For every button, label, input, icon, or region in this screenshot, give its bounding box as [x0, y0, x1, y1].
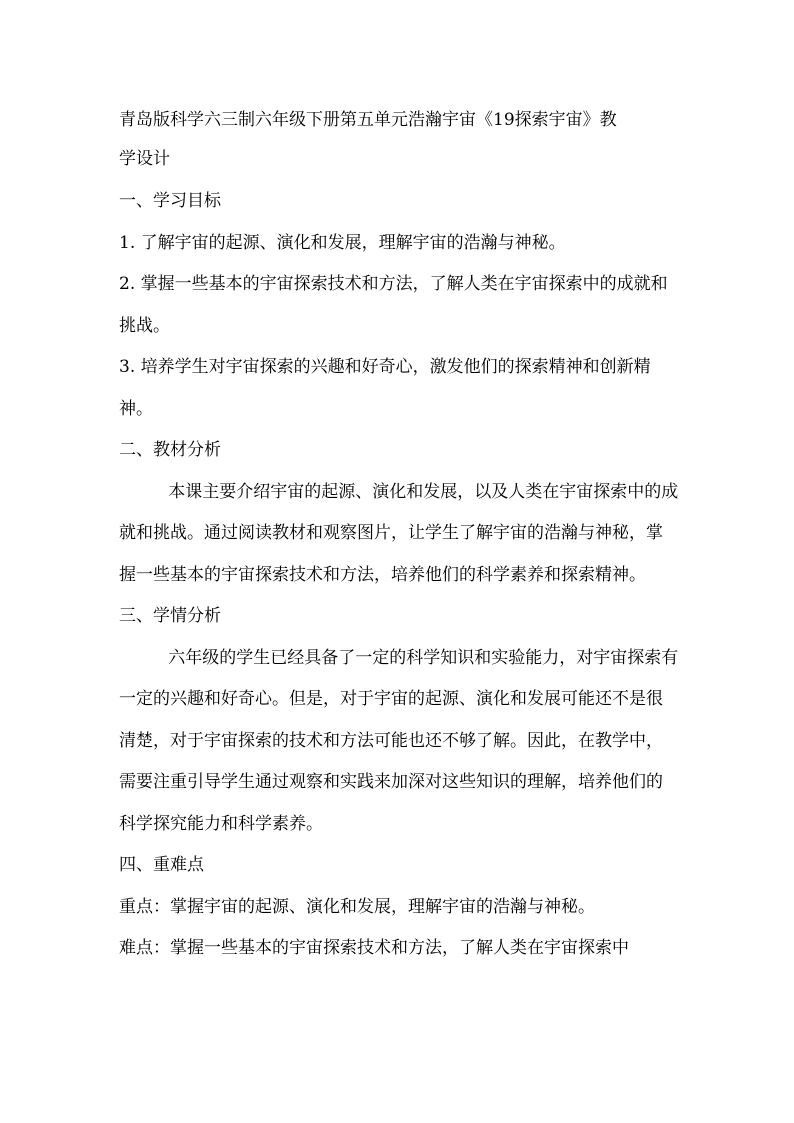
- goal-item-3: 3. 培养学生对宇宙探索的兴趣和好奇心，激发他们的探索精神和创新精神。: [119, 357, 651, 419]
- section-heading-students: 三、学情分析: [119, 606, 221, 626]
- document-title-line-1: 青岛版科学六三制六年级下册第五单元浩瀚宇宙《19探索宇宙》教: [119, 110, 617, 130]
- section-heading-material: 二、教材分析: [119, 440, 221, 460]
- document-title: [119, 101, 679, 179]
- difficult-point-text: 难点：掌握一些基本的宇宙探索技术和方法，了解人类在宇宙探索中: [119, 938, 629, 958]
- document-title-line-2: 学设计: [119, 149, 170, 169]
- goal-item-1: 1. 了解宇宙的起源、演化和发展，理解宇宙的浩瀚与神秘。: [119, 232, 566, 253]
- section-heading-keypoints: 四、重难点: [119, 855, 204, 875]
- key-point-text: 重点：掌握宇宙的起源、演化和发展，理解宇宙的浩瀚与神秘。: [119, 896, 595, 917]
- material-analysis-paragraph: 本课主要介绍宇宙的起源、演化和发展，以及人类在宇宙探索中的成就和挑战。通过阅读教材和观察图片，让学生了解宇宙的浩瀚与神秘，掌握一些基本的宇宙探索技术和方法，培养他们的科学素养和探索精神。: [119, 481, 679, 585]
- goal-item-2: 2. 掌握一些基本的宇宙探索技术和方法，了解人类在宇宙探索中的成就和挑战。: [119, 274, 668, 336]
- document-body: [119, 101, 679, 970]
- student-analysis-paragraph: 六年级的学生已经具备了一定的科学知识和实验能力，对宇宙探索有一定的兴趣和好奇心。但是，对于宇宙的起源、演化和发展可能还不是很清楚，对于宇宙探索的技术和方法可能也还不够了解。因此，在教学中，需要注重引导学生通过观察和实践来加深对这些知识的理解，培养他们的科学探究能力和科学素养。: [119, 647, 679, 834]
- section-heading-goals: 一、学习目标: [119, 191, 221, 211]
